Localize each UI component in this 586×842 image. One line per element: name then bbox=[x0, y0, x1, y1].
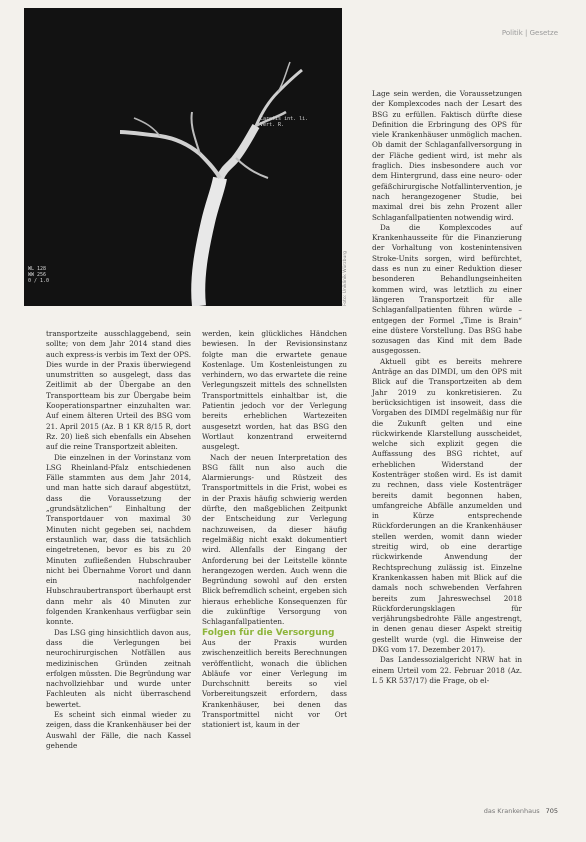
text-column-3 bbox=[372, 89, 522, 686]
paragraph: Es scheint sich einmal wieder zu zeigen, dass die Krankenhäuser bei der Auswahl der Fälle, die nach Kassel gehende bbox=[46, 709, 191, 750]
section-heading: Folgen für die Versorgung bbox=[202, 627, 335, 638]
angio-overlay-settings: WL 128 WW 256 0 / 1.0 bbox=[28, 266, 50, 284]
paragraph: Lage sein werden, die Voraussetzungen der Komplexcodes nach der Lesart des BSG zu erfüllen. Faktisch dürfte diese Definition die Erbringung des OPS für viele Krankenhäuser unmöglich machen. Ob damit der Schlaganfallversorgung in der Fläche gedient wird, ist mehr als fraglich. Dies insbesondere auch vor dem Hintergrund, dass eine neuro- oder gefäßchirurgische Notfallintervention, je nach herangezogener Studie, bei maximal drei bis zehn Prozent aller Schlaganfallpatienten notwendig wird. bbox=[372, 89, 522, 222]
text-column-2 bbox=[202, 329, 347, 731]
paragraph: Aus der Praxis wurden zwischenzeitlich bereits Berechnungen veröffentlicht, wonach die üblichen Abläufe vor einer Verlegung im Durchschnitt bereits so viel Vorbereitungszeit erfordern, dass Krankenhäuser, bei denen das Transportmittel nicht vor Ort stationiert ist, kaum in der bbox=[202, 637, 347, 730]
paragraph: Die einzelnen in der Vorinstanz vom LSG Rheinland-Pfalz entschiedenen Fälle stammten aus dem Jahr 2014, und man hatte sich darauf abgestützt, dass die Voraussetzung der „grundsätzlichen“ Einhaltung der Transportdauer von maximal 30 Minuten nicht gegeben sei, nachdem erstaunlich war, dass die tatsächlich eingetretenen, bevor es bis zu 20 Minuten zufließenden Hubschrauber nicht bei Übernahme Vorort und dann ein nachfolgender Hubschraubertransport überhaupt erst dann mehr als 40 Minuten zur folgenden Krankenhaus verfügbar sein konnte. bbox=[46, 452, 191, 627]
paragraph: Das LSG ging hinsichtlich davon aus, dass die Verlegungen bei neurochirurgischen Notfällen aus medizinischen Gründen zeitnah erfolgen müssten. Die Begründung war nachvollziehbar und wurde unter Fachleuten als nicht überraschend bewertet. bbox=[46, 627, 191, 709]
paragraph: werden, kein glückliches Händchen bewiesen. In der Revisionsinstanz folgte man die erwartete genaue Kostenlage. Um Kostenleistungen zu verhindern, wo das erwartete die reine Verlegungszeit mittels des schnellsten Transportmittels einhaltbar ist, die Patientin jedoch vor der Verlegung bereits erheblichen Wartezeiten ausgesetzt worden, hat das BSG den Wortlaut konzentrand erweiternd ausgelegt. bbox=[202, 329, 347, 452]
paragraph: Da die Komplexcodes auf Krankenhausseite für die Finanzierung der Vorhaltung von kostenintensiven Stroke-Units sorgen, wird befürchtet, dass es nun zu einer Reduktion dieser besonderen Behandlungseinheiten kommen wird, was letztlich zu einer längeren Transportzeit für alle Schlaganfallpatienten führen würde – entgegen der Formel „Time is Brain“ eine düstere Vorstellung. Das BSG habe sozusagen das Kind mit dem Bade ausgegossen. bbox=[372, 222, 522, 356]
paragraph: transportzeite ausschlaggebend, sein sollte; von dem Jahr 2014 stand dies auch express-is verbis im Text der OPS. Dies wurde in der Praxis überwiegend unumstritten so ausgelegt, dass das Zeitlimit ab der Übergabe an den Transportteam bis zur Übergabe beim Kooperationspartner einzuhalten war. Auf einem älteren Urteil des BSG vom 21. April 2015 (Az. B 1 KR 8/15 R, dort Rz. 20) ließ sich ebenfalls ein Absehen auf die reine Transportzeit ableiten. bbox=[46, 329, 191, 452]
text-column-1 bbox=[46, 329, 191, 751]
section-label: Politik | Gesetze bbox=[501, 29, 558, 37]
angio-overlay-label: Carotis int. li. Vert. R. bbox=[260, 116, 309, 128]
photo-credit: Foto: Uniklinik Würzburg bbox=[343, 251, 348, 306]
journal-name: das Krankenhaus bbox=[483, 807, 540, 815]
page-number: 705 bbox=[545, 807, 558, 815]
angiography-image bbox=[24, 8, 342, 306]
page-footer bbox=[484, 807, 558, 815]
paragraph: Aktuell gibt es bereits mehrere Anträge an das DIMDI, um den OPS mit Blick auf die Transportzeiten ab dem Jahr 2019 zu konkretisieren. Zu berücksichtigen ist insoweit, dass die Vorgaben des DIMDI regelmäßig nur für die Zukunft gelten und eine rückwirkende Klarstellung ausscheidet, welche sich explizit gegen die Auffassung des BSG richtet, auf erheblichen Widerstand der Kostenträger stoßen wird. Es ist damit zu rechnen, dass viele Kostenträger bereits damit begonnen haben, umfangreiche Abfälle anzumelden und in Kürze entsprechende Rückforderungen an die Krankenhäuser stellen werden, womit dann wieder streitig wird, ob eine derartige rückwirkende Anwendung der Rechtsprechung zulässig ist. Einzelne Krankenkassen haben mit Blick auf die damals noch schwebenden Verfahren bereits zum Jahreswechsel 2018 Rückforderungsklagen für verjährungsbedrohte Fälle angestrengt, in denen genau dieser Aspekt streitig gestellt wurde (vgl. die Hinweise der DKG vom 17. Dezember 2017). bbox=[372, 356, 522, 655]
paragraph: Das Landessozialgericht NRW hat in einem Urteil vom 22. Februar 2018 (Az. L 5 KR 537/17) die Frage, ob el- bbox=[372, 655, 522, 685]
paragraph: Nach der neuen Interpretation des BSG fällt nun also auch die Alarmierungs- und Rüstzeit des Transportmittels in die Frist, wobei es in der Praxis häufig schwierig werden dürfte, den maßgeblichen Zeitpunkt der Entscheidung zur Verlegung nachzuweisen, da dieser häufig regelmäßig nicht exakt dokumentiert wird. Allenfalls der Eingang der Anforderung bei der Leitstelle könnte herangezogen werden. Auch wenn die Begründung sowohl auf den ersten Blick befremdlich scheint, ergeben sich hieraus erhebliche Konsequenzen für die zukünftige Versorgung von Schlaganfallpatienten. bbox=[202, 452, 347, 627]
